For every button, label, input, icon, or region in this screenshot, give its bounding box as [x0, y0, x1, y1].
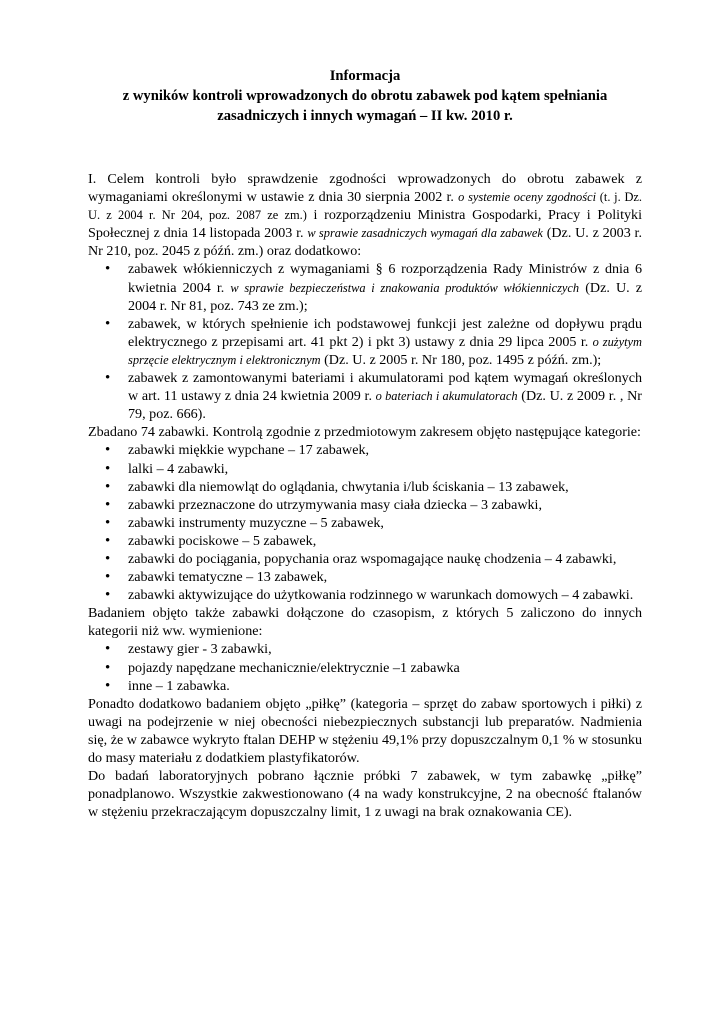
list-item: • zabawki do pociągania, popychania oraz wspomagające naukę chodzenia – 4 zabawki,: [128, 550, 642, 568]
extra-scope-list: [88, 260, 642, 423]
document-body: [88, 170, 642, 821]
examined-paragraph: Zbadano 74 zabawki. Kontrolą zgodnie z przedmiotowym zakresem objęto następujące kategorie:: [88, 424, 641, 441]
title-line-1: Informacja: [329, 68, 401, 84]
list-item: • zabawki aktywizujące do użytkowania rodzinnego w warunkach domowych – 4 zabawki.: [128, 586, 642, 604]
title-line-3: zasadniczych i innych wymagań – II kw. 2010 r.: [217, 108, 513, 124]
ball-paragraph: Ponadto dodatkowo badaniem objęto „piłkę” (kategoria – sprzęt do zabaw sportowych i piłki) z uwagi na podejrzenie w niej obecności niebezpiecznych substancji lub preparatów. Nadmienia się, że w zabawce wykryto ftalan DEHP w stężeniu 49,1% przy dopuszczalnym 0,1 % w stosunku do masy materiału z dodatkiem plastyfikatorów.: [88, 695, 642, 766]
list-item: • zabawki tematyczne – 13 zabawek,: [128, 568, 642, 586]
document-title: [88, 66, 642, 126]
list-item: • zabawek, w których spełnienie ich podstawowej funkcji jest zależne od dopływu prądu elektrycznego z przepisami art. 41 pkt 2) i pkt 3) ustawy z dnia 29 lipca 2005 r. o zużytym sprzęcie elektrycznym i elektronicznym (Dz. U. z 2005 r. Nr 180, poz. 1495 z późń. zm.);: [128, 315, 642, 369]
list-item: • zabawki miękkie wypchane – 17 zabawek,: [128, 441, 642, 459]
list-item: • zabawki instrumenty muzyczne – 5 zabawek,: [128, 514, 642, 532]
document-page: [88, 66, 642, 821]
list-item: • pojazdy napędzane mechanicznie/elektrycznie –1 zabawka: [128, 659, 642, 677]
list-item: • inne – 1 zabawka.: [128, 677, 642, 695]
list-item: • zabawki dla niemowląt do oglądania, chwytania i/lub ściskania – 13 zabawek,: [128, 478, 642, 496]
list-item: • zestawy gier - 3 zabawki,: [128, 640, 642, 658]
title-line-2: z wyników kontroli wprowadzonych do obrotu zabawek pod kątem spełniania: [122, 88, 608, 104]
list-item: • zabawki przeznaczone do utrzymywania masy ciała dziecka – 3 zabawki,: [128, 496, 642, 514]
list-item: • zabawki pociskowe – 5 zabawek,: [128, 532, 642, 550]
list-item: • lalki – 4 zabawki,: [128, 460, 642, 478]
list-item: • zabawek z zamontowanymi bateriami i akumulatorami pod kątem wymagań określonych w art. 11 ustawy z dnia 24 kwietnia 2009 r. o bateriach i akumulatorach (Dz. U. z 2009 r. , Nr 79, poz. 666).: [128, 369, 642, 423]
magazines-paragraph: Badaniem objęto także zabawki dołączone do czasopism, z których 5 zaliczono do innych kategorii niż ww. wymienione:: [88, 605, 642, 640]
lab-paragraph: Do badań laboratoryjnych pobrano łącznie próbki 7 zabawek, w tym zabawkę „piłkę” ponadplanowo. Wszystkie zakwestionowano (4 na wady konstrukcyjne, 2 na obecność ftalanów w stężeniu przekraczającym dopuszczalny limit, 1 z uwagi na brak oznakowania CE).: [88, 768, 642, 821]
categories-list: [88, 441, 642, 604]
intro-paragraph: I. Celem kontroli było sprawdzenie zgodności wprowadzonych do obrotu zabawek z wymaganiami określonymi w ustawie z dnia 30 sierpnia 2002 r. o systemie oceny zgodności (t. j. Dz. U. z 2004 r. Nr 204, poz. 2087 ze zm.) i rozporządzeniu Ministra Gospodarki, Pracy i Polityki Społecznej z dnia 14 listopada 2003 r. w sprawie zasadniczych wymagań dla zabawek (Dz. U. z 2003 r. Nr 210, poz. 2045 z późń. zm.) oraz dodatkowo:: [88, 171, 643, 260]
list-item: • zabawek włókienniczych z wymaganiami § 6 rozporządzenia Rady Ministrów z dnia 6 kwietnia 2004 r. w sprawie bezpieczeństwa i znakowania produktów włókienniczych (Dz. U. z 2004 r. Nr 81, poz. 743 ze zm.);: [128, 260, 642, 314]
other-items-list: [88, 640, 642, 694]
